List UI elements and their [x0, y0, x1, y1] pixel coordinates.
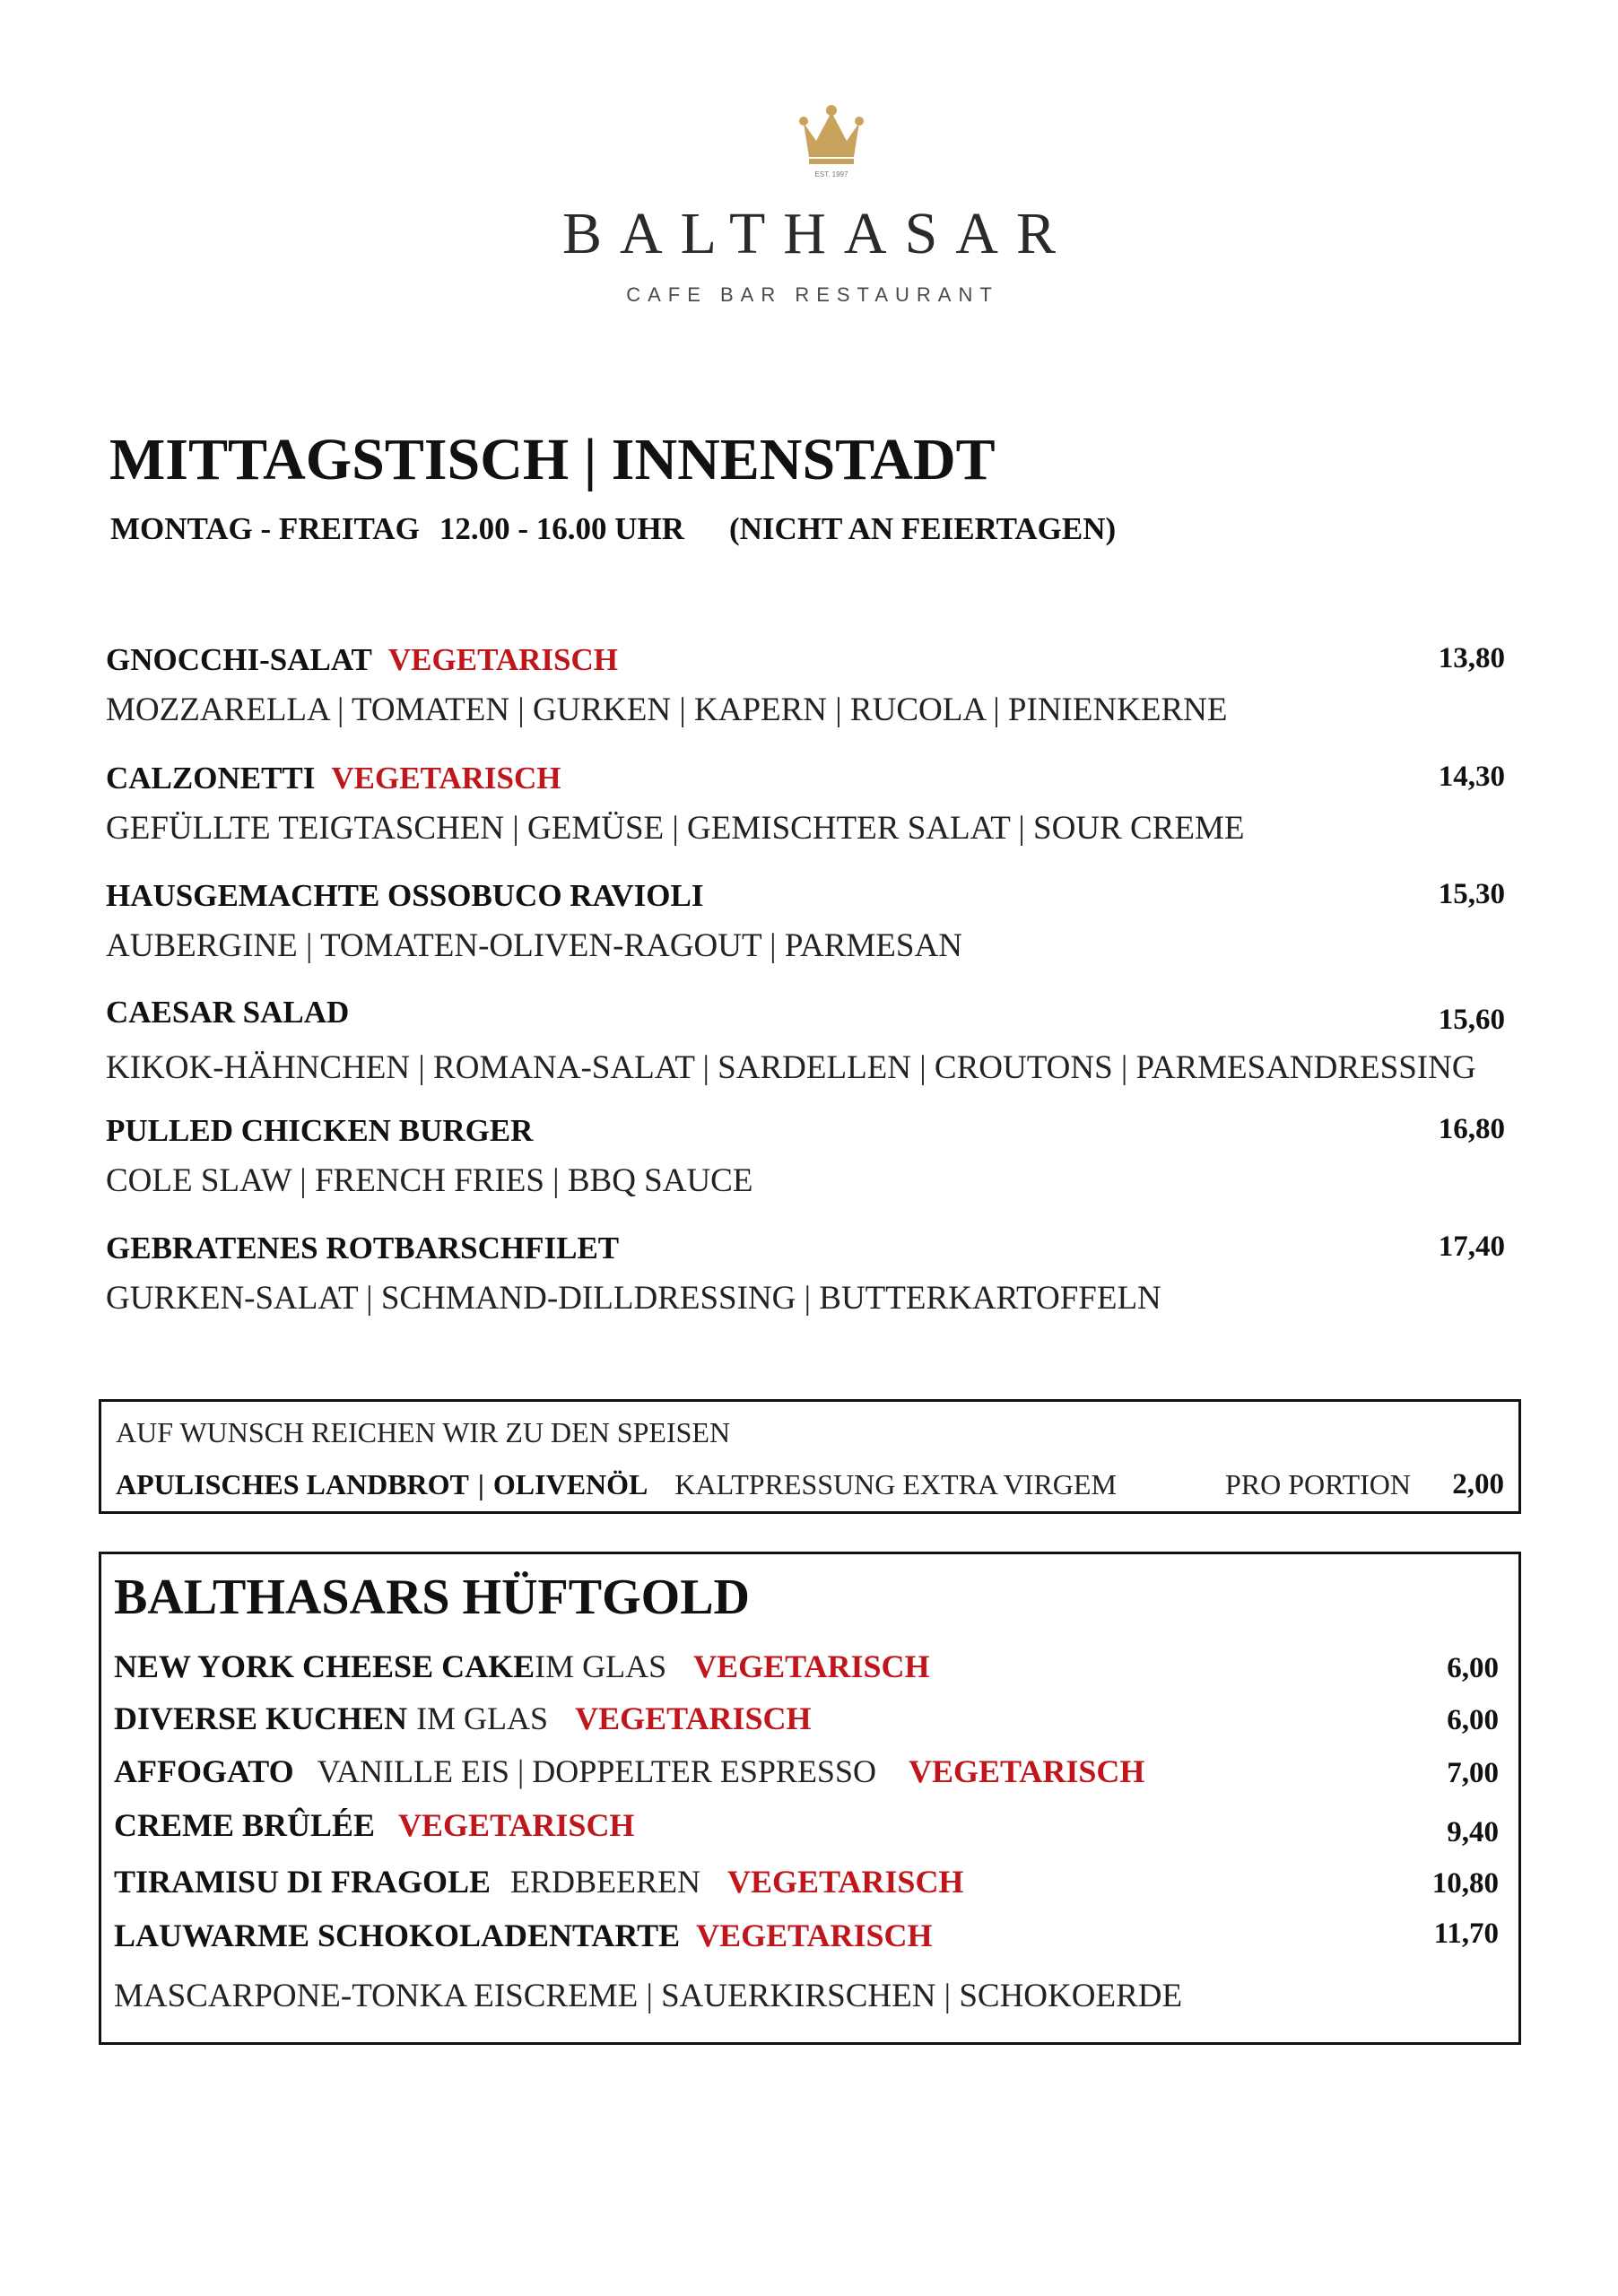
item-description: COLE SLAW | FRENCH FRIES | BBQ SAUCE [106, 1162, 753, 1199]
dessert-extra: IM GLAS [535, 1648, 667, 1684]
item-description: GURKEN-SALAT | SCHMAND-DILLDRESSING | BUTTERKARTOFFELN [106, 1280, 1161, 1317]
menu-item [106, 996, 1505, 1095]
dessert-price: 9,40 [1447, 1816, 1499, 1848]
opening-time: 12.00 - 16.00 UHR [439, 511, 684, 546]
dessert-name: DIVERSE KUCHEN [114, 1700, 408, 1736]
vegetarian-tag: VEGETARISCH [908, 1753, 1145, 1789]
item-name: PULLED CHICKEN BURGER [106, 1113, 534, 1148]
opening-hours [110, 513, 1135, 544]
bread-item: APULISCHES LANDBROT [116, 1468, 469, 1500]
item-price: 14,30 [1438, 761, 1505, 793]
dessert-price: 7,00 [1447, 1757, 1499, 1789]
vegetarian-tag: VEGETARISCH [727, 1864, 964, 1900]
page-title: MITTAGSTISCH | INNENSTADT [109, 427, 996, 492]
menu-item [106, 880, 1505, 978]
dessert-extra: IM GLAS [416, 1700, 549, 1736]
opening-days: MONTAG - FREITAG [110, 511, 420, 546]
item-price: 15,60 [1438, 1004, 1505, 1036]
vegetarian-tag: VEGETARISCH [693, 1648, 930, 1684]
dessert-extra: ERDBEEREN [510, 1864, 701, 1900]
dessert-item [114, 1650, 1499, 1695]
portion-label: PRO PORTION [1225, 1468, 1411, 1500]
dessert-section-title: BALTHASARS HÜFTGOLD [114, 1570, 750, 1625]
vegetarian-tag: VEGETARISCH [398, 1807, 635, 1843]
item-name: GEBRATENES ROTBARSCHFILET [106, 1231, 620, 1265]
dessert-item [114, 1755, 1499, 1800]
vegetarian-tag: VEGETARISCH [575, 1700, 812, 1736]
bread-price: 2,00 [1452, 1468, 1504, 1500]
dessert-item [114, 1809, 1499, 1854]
menu-item [106, 1115, 1505, 1213]
vegetarian-tag: VEGETARISCH [331, 761, 561, 796]
dessert-item [114, 1702, 1499, 1747]
dessert-item [114, 1919, 1499, 1964]
dessert-price: 10,80 [1431, 1867, 1499, 1900]
item-name: GNOCCHI-SALAT [106, 642, 372, 677]
bread-intro: AUF WUNSCH REICHEN WIR ZU DEN SPEISEN [116, 1416, 731, 1448]
item-description: GEFÜLLTE TEIGTASCHEN | GEMÜSE | GEMISCHTER SALAT | SOUR CREME [106, 810, 1245, 847]
item-name: CAESAR SALAD [106, 995, 350, 1030]
item-description: KIKOK-HÄHNCHEN | ROMANA-SALAT | SARDELLEN | CROUTONS | PARMESANDRESSING [106, 1049, 1476, 1086]
dessert-price: 6,00 [1447, 1704, 1499, 1736]
menu-item [106, 1232, 1505, 1331]
item-name: HAUSGEMACHTE OSSOBUCO RAVIOLI [106, 878, 704, 913]
dessert-description: MASCARPONE-TONKA EISCREME | SAUERKIRSCHEN | SCHOKOERDE [114, 1978, 1183, 2014]
dessert-item [114, 1866, 1499, 1910]
crown-est-text: EST. 1997 [814, 170, 848, 178]
dessert-name: CREME BRÛLÉE [114, 1807, 376, 1843]
dessert-name: TIRAMISU DI FRAGOLE [114, 1864, 491, 1900]
crown-logo-icon [798, 103, 865, 180]
item-price: 15,30 [1438, 878, 1505, 910]
item-price: 16,80 [1438, 1113, 1505, 1145]
item-description: MOZZARELLA | TOMATEN | GURKEN | KAPERN | RUCOLA | PINIENKERNE [106, 691, 1228, 728]
olive-oil-description: KALTPRESSUNG EXTRA VIRGEM [674, 1468, 1117, 1500]
brand-subtitle: CAFE BAR RESTAURANT [626, 283, 999, 306]
olive-oil-item: OLIVENÖL [492, 1468, 648, 1500]
bread-box [99, 1399, 1521, 1514]
item-price: 13,80 [1438, 642, 1505, 674]
bread-separator: | [477, 1468, 484, 1500]
dessert-extra: VANILLE EIS | DOPPELTER ESPRESSO [317, 1753, 876, 1789]
dessert-box [99, 1552, 1521, 2045]
item-name: CALZONETTI [106, 761, 316, 796]
item-description: AUBERGINE | TOMATEN-OLIVEN-RAGOUT | PARMESAN [106, 927, 962, 964]
dessert-name: LAUWARME SCHOKOLADENTARTE [114, 1918, 681, 1953]
bread-line [116, 1470, 1117, 1499]
holiday-note: (NICHT AN FEIERTAGEN) [729, 511, 1117, 546]
item-price: 17,40 [1438, 1231, 1505, 1263]
menu-item [106, 762, 1505, 861]
dessert-name: NEW YORK CHEESE CAKE [114, 1648, 535, 1684]
vegetarian-tag: VEGETARISCH [696, 1918, 933, 1953]
dessert-price: 6,00 [1447, 1652, 1499, 1684]
brand-name: BALTHASAR [562, 201, 1074, 266]
dessert-price: 11,70 [1433, 1918, 1499, 1950]
dessert-name: AFFOGATO [114, 1753, 294, 1789]
menu-item [106, 644, 1505, 743]
vegetarian-tag: VEGETARISCH [387, 642, 618, 677]
